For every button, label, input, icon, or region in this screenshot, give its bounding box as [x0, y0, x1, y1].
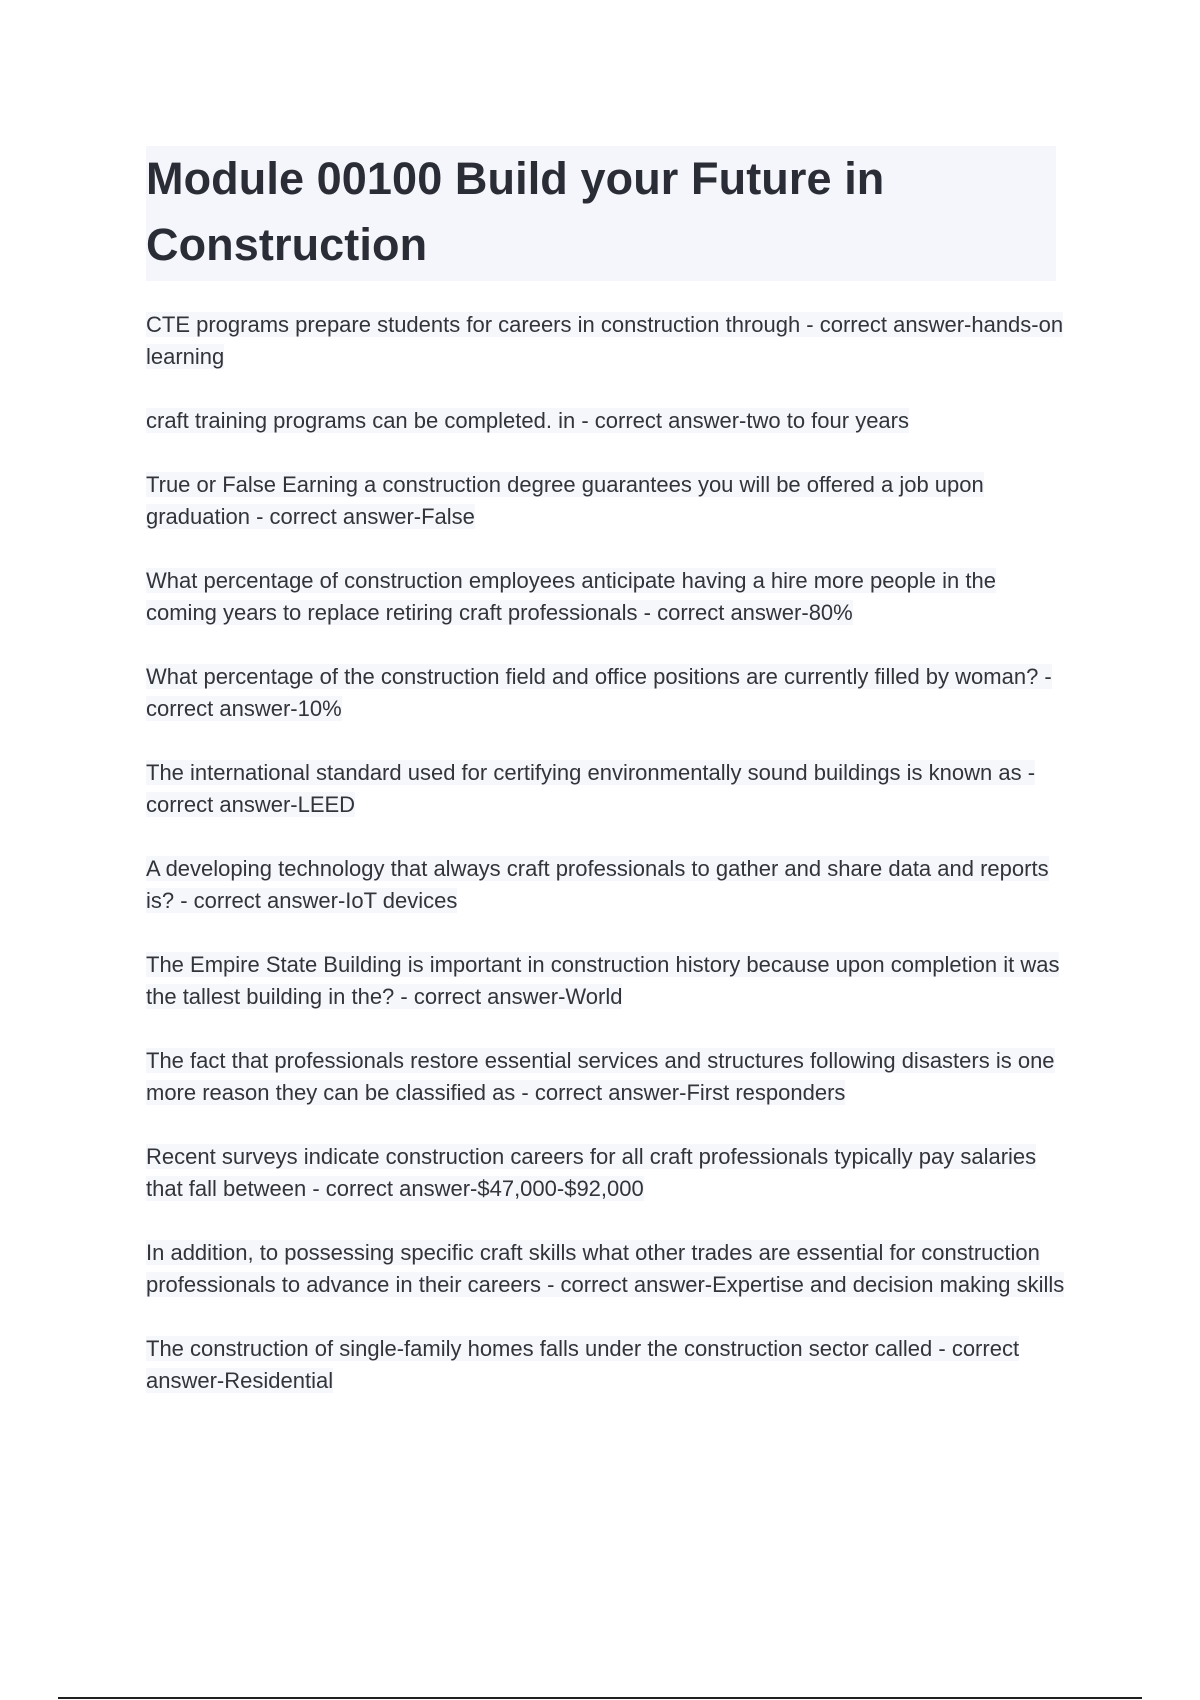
- qa-text: The construction of single-family homes falls under the construction sector called - correct answer-Residential: [146, 1336, 1020, 1393]
- qa-text: Recent surveys indicate construction careers for all craft professionals typically pay salaries that fall between - correct answer-$47,000-$92,000: [146, 1144, 1037, 1201]
- qa-text: The fact that professionals restore essential services and structures following disasters is one more reason they can be classified as - correct answer-First responders: [146, 1048, 1055, 1105]
- qa-list: [146, 309, 1066, 1429]
- qa-text: CTE programs prepare students for careers in construction through - correct answer-hands-on learning: [146, 312, 1064, 369]
- qa-text: What percentage of construction employees anticipate having a hire more people in the coming years to replace retiring craft professionals - correct answer-80%: [146, 568, 996, 625]
- qa-text: craft training programs can be completed. in - correct answer-two to four years: [146, 408, 909, 433]
- qa-text: What percentage of the construction field and office positions are currently filled by woman? - correct answer-10%: [146, 664, 1052, 721]
- footer-rule: [58, 1697, 1142, 1699]
- qa-item: [146, 405, 1066, 437]
- qa-text: In addition, to possessing specific craft skills what other trades are essential for construction professionals to advance in their careers - correct answer-Expertise and decision making skills: [146, 1240, 1065, 1297]
- qa-text: A developing technology that always craft professionals to gather and share data and reports is? - correct answer-IoT devices: [146, 856, 1049, 913]
- qa-item: [146, 949, 1066, 1013]
- qa-item: [146, 469, 1066, 533]
- qa-item: [146, 1141, 1066, 1205]
- qa-text: The international standard used for certifying environmentally sound buildings is known as - correct answer-LEED: [146, 760, 1036, 817]
- qa-item: [146, 757, 1066, 821]
- qa-text: True or False Earning a construction degree guarantees you will be offered a job upon graduation - correct answer-False: [146, 472, 984, 529]
- qa-item: [146, 309, 1066, 373]
- qa-item: [146, 1045, 1066, 1109]
- qa-text: The Empire State Building is important in construction history because upon completion it was the tallest building in the? - correct answer-World: [146, 952, 1060, 1009]
- qa-item: [146, 565, 1066, 629]
- qa-item: [146, 1333, 1066, 1397]
- qa-item: [146, 661, 1066, 725]
- title-block: [146, 146, 1056, 281]
- qa-item: [146, 853, 1066, 917]
- qa-item: [146, 1237, 1066, 1301]
- page-title: Module 00100 Build your Future in Construction: [146, 153, 885, 270]
